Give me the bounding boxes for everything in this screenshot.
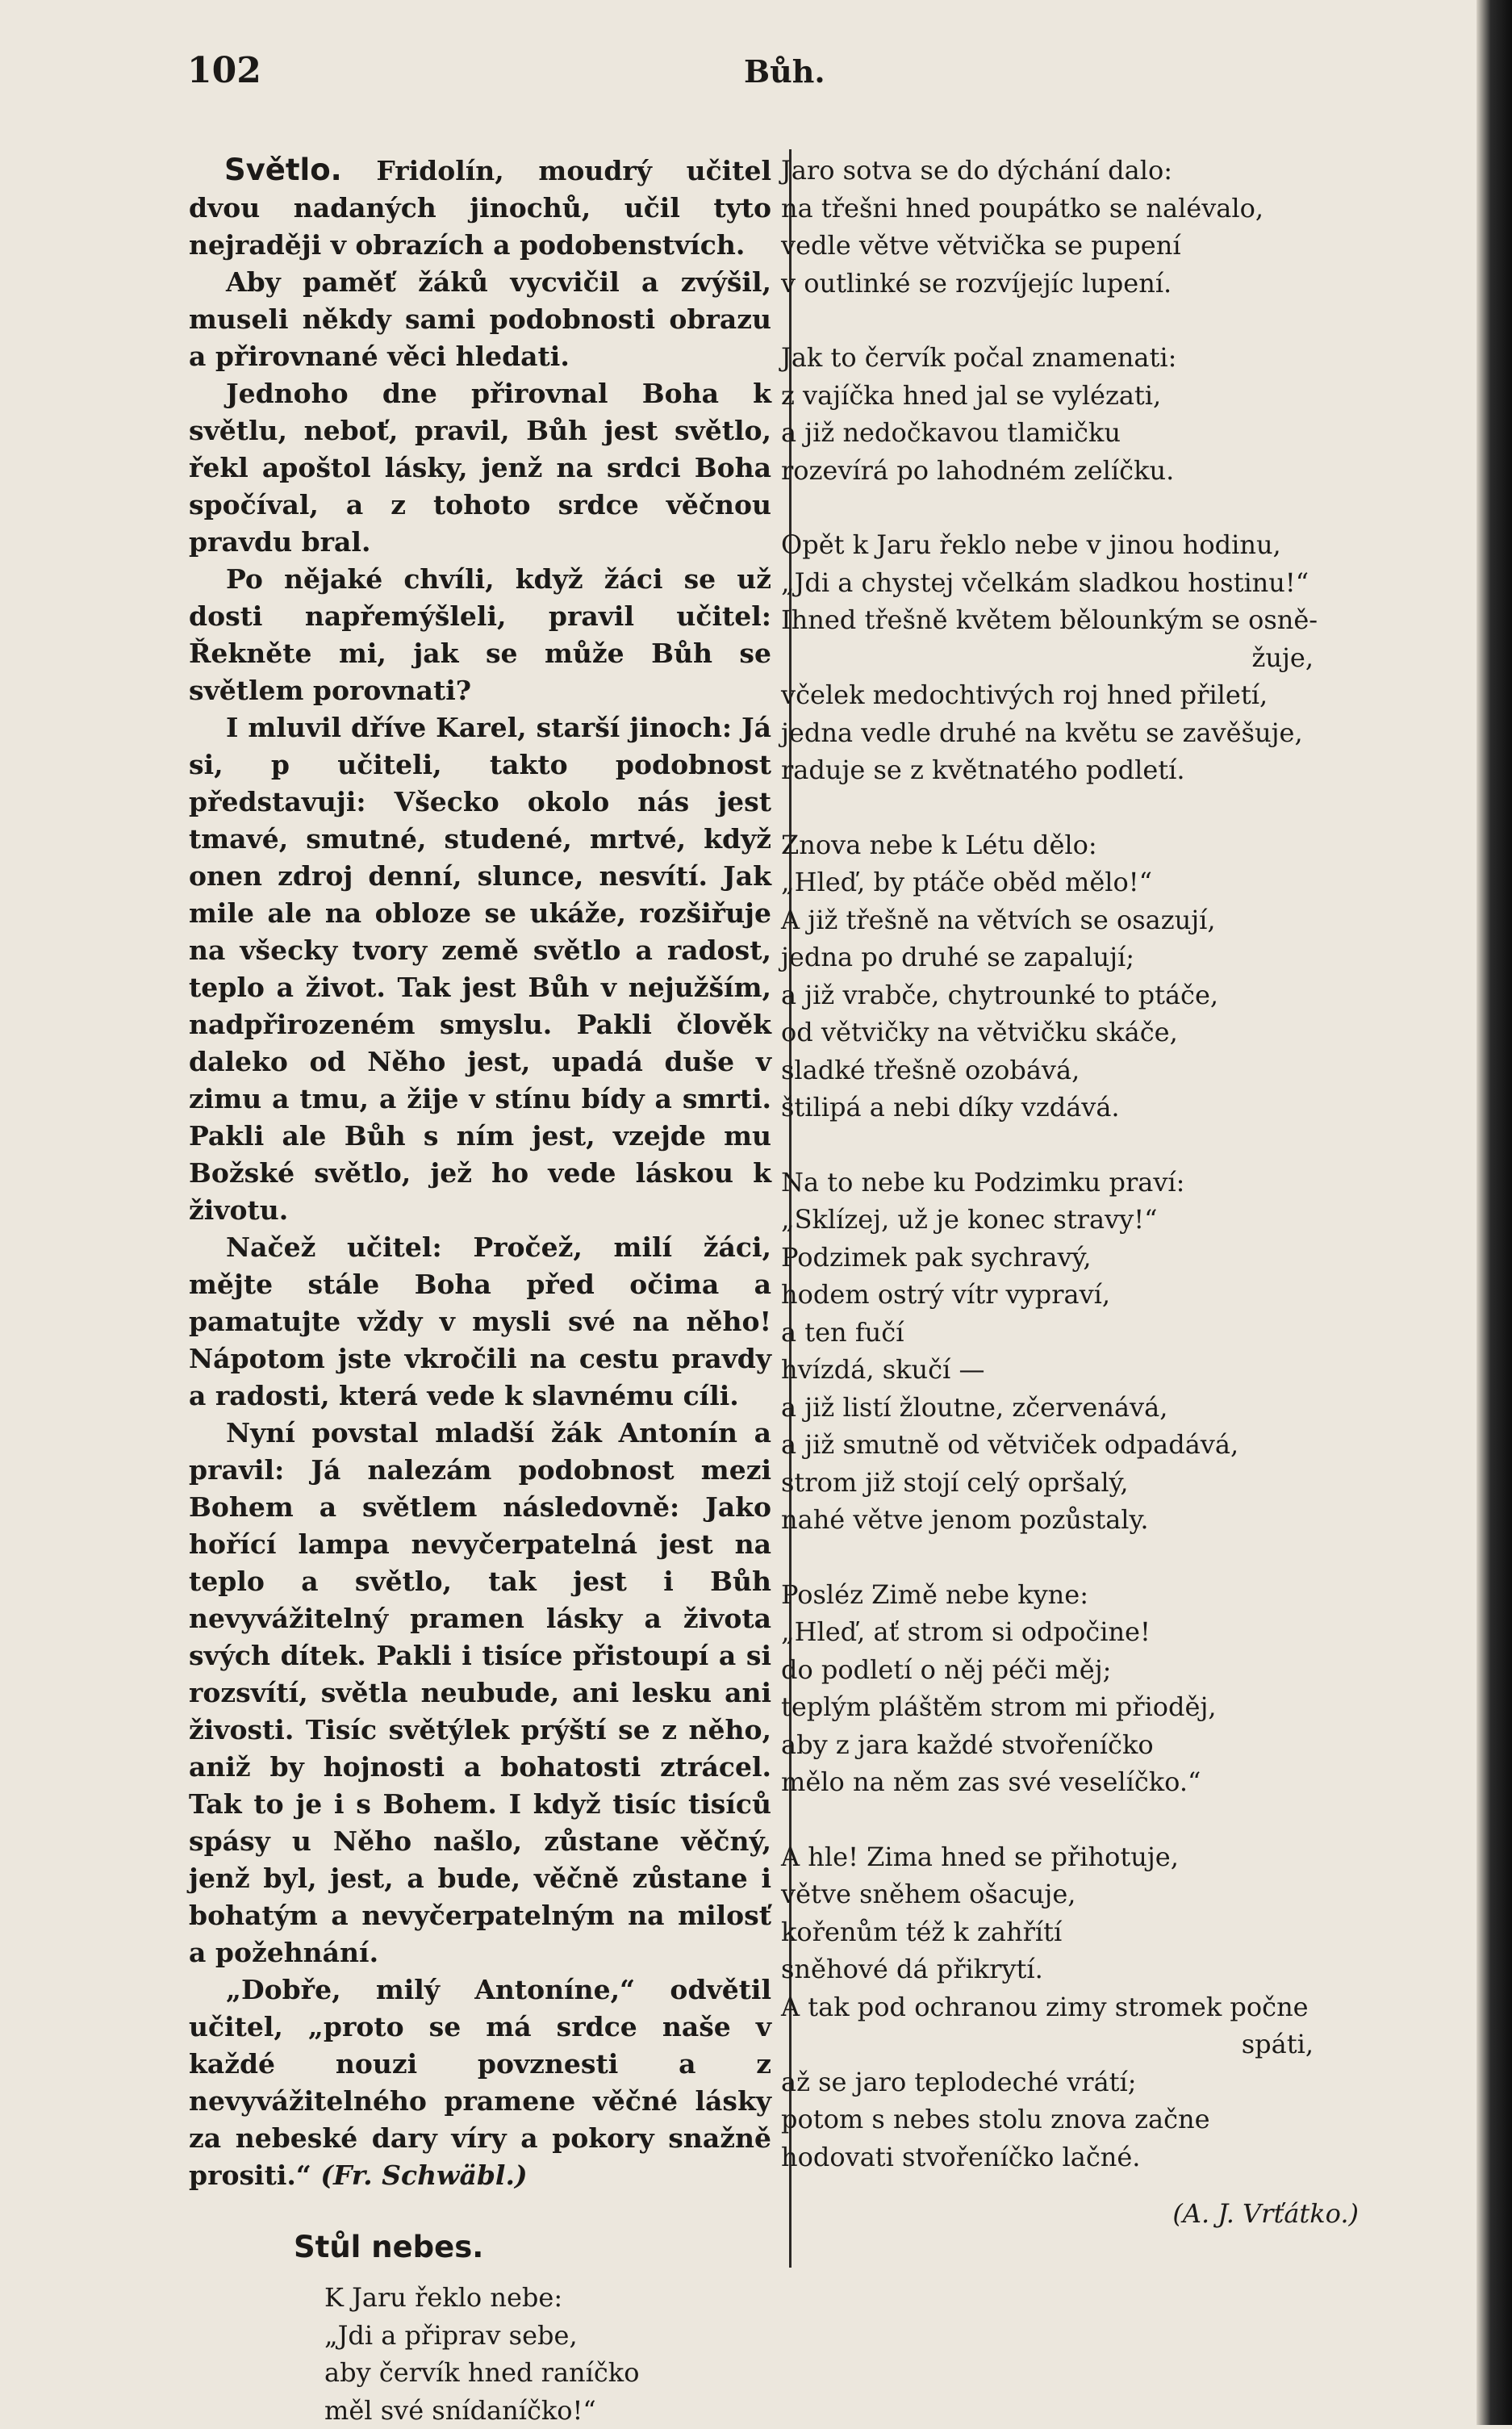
right-column [781,152,1362,2233]
poem-line: Jak to červík počal znamenati: [781,339,1362,377]
poem-line: Ihned třešně květem bělounkým se osně- [781,601,1362,639]
paragraph: I mluvil dříve Karel, starší jinoch: Já si, p učiteli, takto podobnost představuji: Všecko okolo nás jest tmavé, smutné, studené, mrtvé, když onen zdroj denní, slunce, nesvítí. Jak mile ale na obloze se ukáže, rozšiřuje na všecky tvory země světlo a radost, teplo a život. Tak jest Bůh v nejužším, nadpřirozeném smyslu. Pakli člověk daleko od Něho jest, upadá duše v zimu a tmu, a žije v stínu bídy a smrti. Pakli ale Bůh s ním jest, vzejde mu Božské světlo, jež ho vede láskou k životu. [189,709,771,1229]
poem-line: od větvičky na větvičku skáče, [781,1014,1362,1051]
poem-line: jedna po druhé se zapalují; [781,939,1362,976]
poem-line: „Sklízej, už je konec stravy!“ [781,1201,1362,1239]
poem-line: a již nedočkavou tlamičku [781,414,1362,452]
poem-line: sladké třešně ozobává, [781,1051,1362,1089]
poem-line: včelek medochtivých roj hned přiletí, [781,676,1362,714]
poem-line: štilipá a nebi díky vzdává. [781,1089,1362,1127]
poem-line: a již listí žloutne, zčervenává, [781,1389,1362,1427]
poem-line: spáti, [781,2026,1362,2063]
poem-line: Podzimek pak sychravý, [781,1239,1362,1277]
poem-line: raduje se z květnatého podletí. [781,751,1362,789]
poem-line: a již vrabče, chytrounké to ptáče, [781,976,1362,1014]
poem-signature: (A. J. Vrťátko.) [781,2195,1362,2233]
poem-line: do podletí o něj péči měj; [781,1651,1362,1689]
first-paragraph [189,152,771,264]
poem-line: na třešni hned poupátko se nalévalo, [781,190,1362,228]
poem-line: hodovati stvořeníčko lačné. [781,2138,1362,2176]
paragraph-text: „Dobře, milý Antoníne,“ odvětil učitel, „proto se má srdce naše v každé nouzi povznesti a z nevyvážitelného pramene věčné lásky za nebeské dary víry a pokory snažně prositi.“ [189,1974,771,2191]
page-header [187,50,1373,98]
poem-line: sněhové dá přikrytí. [781,1950,1362,1988]
poem-line: z vajíčka hned jal se vylézati, [781,377,1362,415]
section-title: Světlo. [224,153,342,187]
poem-line: žuje, [781,639,1362,677]
poem-line: A hle! Zima hned se přihotuje, [781,1838,1362,1876]
paragraph: Aby paměť žáků vycvičil a zvýšil, museli někdy sami podobnosti obrazu a přirovnané věci hledati. [189,264,771,375]
poem-line: teplým pláštěm strom mi přioděj, [781,1688,1362,1726]
poem-line: hvízdá, skučí — [781,1351,1362,1389]
poem-opening-stanza [189,2279,771,2429]
poem-line: A tak pod ochranou zimy stromek počne [781,1988,1362,2026]
paragraph [189,1971,771,2194]
left-column [189,152,771,2429]
poem-line: „Hleď, ať strom si odpočine! [781,1613,1362,1651]
paragraph: Jednoho dne přirovnal Boha k světlu, neboť, pravil, Bůh jest světlo, řekl apoštol lásky, jenž na srdci Boha spočíval, a z tohoto srdce věčnou pravdu bral. [189,375,771,561]
poem-line: „Jdi a chystej včelkám sladkou hostinu!“ [781,564,1362,602]
running-head: Bůh. [744,53,825,90]
poem-line: nahé větve jenom pozůstaly. [781,1501,1362,1539]
poem-line: v outlinké se rozvíjejíc lupení. [781,265,1362,303]
poem-stanza [781,526,1362,789]
poem-line: měl své snídaníčko!“ [324,2392,771,2429]
poem-stanza [781,826,1362,1127]
poem-line: vedle větve větvička se pupení [781,227,1362,265]
poem-line: strom již stojí celý opršalý, [781,1464,1362,1502]
paragraph: Po nějaké chvíli, když žáci se už dosti napřemýšleli, pravil učitel: Řekněte mi, jak se může Bůh se světlem porovnati? [189,561,771,709]
poem-line: Jaro sotva se do dýchání dalo: [781,152,1362,190]
poem-line: aby červík hned raníčko [324,2354,771,2392]
poem-line: Posléz Zimě nebe kyne: [781,1576,1362,1614]
poem-title: Stůl nebes. [294,2230,771,2264]
poem-line: aby z jara každé stvořeníčko [781,1726,1362,1764]
poem-line: „Hleď, by ptáče oběd mělo!“ [781,863,1362,901]
poem-line: jedna vedle druhé na květu se zavěšuje, [781,714,1362,752]
poem-line: hodem ostrý vítr vypraví, [781,1276,1362,1314]
poem-line: K Jaru řeklo nebe: [324,2279,771,2317]
poem-stanza [781,1576,1362,1801]
poem-line: až se jaro teplodeché vrátí; [781,2063,1362,2101]
paragraph: Nyní povstal mladší žák Antonín a pravil: Já nalezám podobnost mezi Bohem a světlem následovně: Jako hořící lampa nevyčerpatelná jest na teplo a světlo, tak jest i Bůh nevyvážitelný pramen lásky a života svých dítek. Pakli i tisíce přistoupí a si rozsvítí, světla neubude, ani lesku ani živosti. Tisíc světýlek prýští se z něho, aniž by hojnosti a bohatosti ztrácel. Tak to je i s Bohem. I když tisíc tisíců spásy u Něho našlo, zůstane věčný, jenž byl, jest, a bude, věčně zůstane i bohatým a nevyčerpatelným na milosť a požehnání. [189,1415,771,1971]
poem-stanza [781,339,1362,489]
paragraph: Načež učitel: Pročež, milí žáci, mějte stále Boha před očima a pamatujte vždy v mysli své na něho! Nápotom jste vkročili na cestu pravdy a radosti, která vede k slavnému cíli. [189,1229,771,1415]
poem-line: a ten fučí [781,1314,1362,1352]
paragraph-text: Fridolín, moudrý učitel dvou nadaných jinochů, učil tyto nejraději v obrazích a podobenstvích. [189,155,771,261]
poem-line: větve sněhem ošacuje, [781,1875,1362,1913]
poem-line: mělo na něm zas své veselíčko.“ [781,1763,1362,1801]
poem-line: Opět k Jaru řeklo nebe v jinou hodinu, [781,526,1362,564]
poem-line: A již třešně na větvích se osazují, [781,901,1362,939]
signature: (Fr. Schwäbl.) [320,2159,527,2191]
poem-line: a již smutně od větviček odpadává, [781,1426,1362,1464]
poem-line: „Jdi a připrav sebe, [324,2317,771,2355]
poem-line: rozevírá po lahodném zelíčku. [781,452,1362,490]
poem-stanza [781,1838,1362,2176]
poem-stanza [781,1164,1362,1539]
poem-line: kořenům též k zahřítí [781,1913,1362,1951]
page-edge-shadow [1476,0,1512,2425]
poem-stanza [781,152,1362,302]
poem-line: potom s nebes stolu znova začne [781,2101,1362,2138]
poem-line: Na to nebe ku Podzimku praví: [781,1164,1362,1202]
poem-line: Znova nebe k Létu dělo: [781,826,1362,864]
page-number: 102 [187,50,261,91]
